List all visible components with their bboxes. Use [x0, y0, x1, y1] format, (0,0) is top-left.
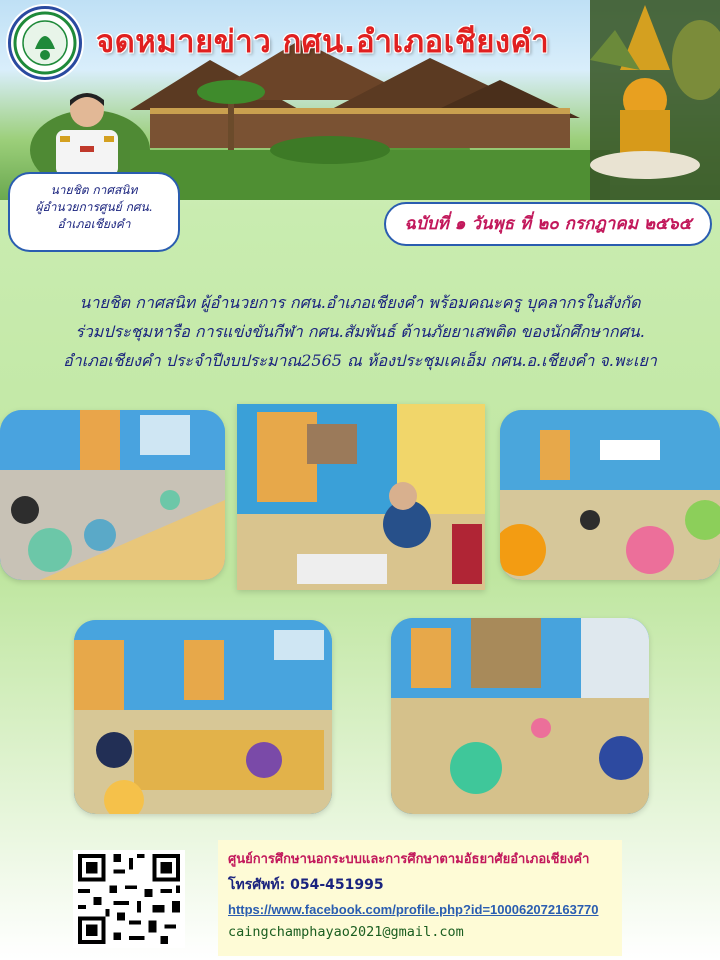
director-position: ผู้อำนวยการศูนย์ กศน. [35, 200, 153, 214]
newsletter-title: จดหมายข่าว กศน.อำเภอเชียงคำ [96, 24, 550, 60]
phone-line [228, 874, 612, 896]
article-line-2: ร่วมประชุมหารือ การแข่งขันกีฬา กศน.สัมพันธ์ ต้านภัยยาเสพติด ของนักศึกษากศน. [75, 322, 645, 341]
contact-panel [218, 840, 622, 956]
meeting-photo-5 [391, 618, 649, 814]
director-district: อำเภอเชียงคำ [57, 217, 131, 231]
meeting-photo-3 [500, 410, 720, 580]
facebook-link[interactable]: https://www.facebook.com/profile.php?id=100062072163770 [228, 902, 599, 917]
issue-date-badge: ฉบับที่ ๑ วันพุธ ที่ ๒๐ กรกฎาคม ๒๕๖๕ [384, 202, 712, 246]
article-line-1: นายชิต กาศสนิท ผู้อำนวยการ กศน.อำเภอเชียงคำ พร้อมคณะครู บุคลากรในสังกัด [79, 293, 641, 312]
email-address[interactable]: caingchamphayao2021@gmail.com [228, 924, 464, 940]
phone-label: โทรศัพท์: [228, 877, 286, 893]
qr-code-icon[interactable] [73, 850, 185, 948]
agency-emblem-icon [8, 6, 82, 80]
phone-number: 054-451995 [290, 877, 384, 893]
article-text [10, 288, 710, 375]
organization-name: ศูนย์การศึกษานอกระบบและการศึกษาตามอัธยาศัยอำเภอเชียงคำ [228, 852, 590, 867]
director-name: นายชิต กาศสนิท [50, 183, 138, 197]
article-line-3: อำเภอเชียงคำ ประจำปีงบประมาณ2565 ณ ห้องประชุมเคเอ็ม กศน.อ.เชียงคำ จ.พะเยา [63, 351, 657, 370]
meeting-photo-4 [74, 620, 332, 814]
header-banner [0, 0, 720, 200]
director-caption [8, 172, 180, 252]
meeting-photo-1 [0, 410, 225, 580]
meeting-photo-2 [237, 404, 485, 590]
director-portrait [50, 84, 124, 176]
